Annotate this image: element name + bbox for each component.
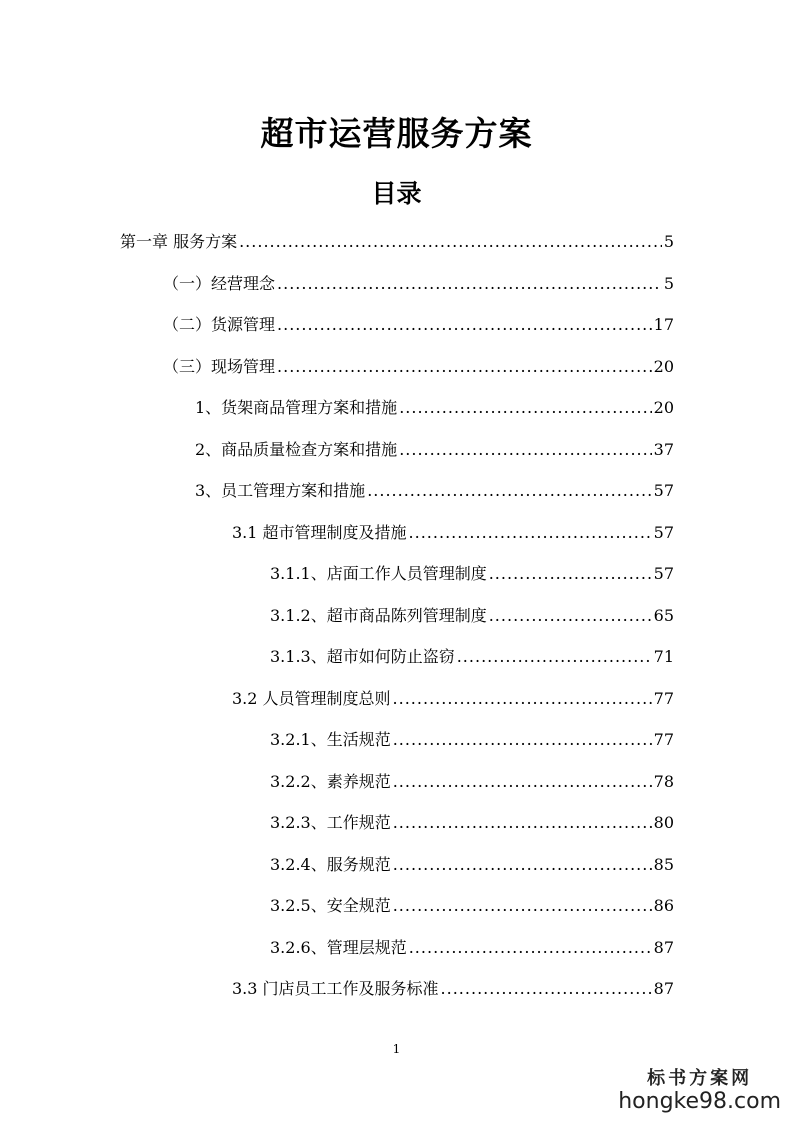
toc-entry-label: 3.2.1、生活规范 (270, 730, 391, 749)
toc-entry-page: 86 (653, 896, 674, 915)
toc-entry[interactable] (163, 353, 674, 381)
toc-entry[interactable] (195, 394, 674, 422)
toc-entry-page: 5 (663, 273, 674, 293)
toc-leader-dots (489, 560, 652, 588)
toc-leader-dots (239, 228, 662, 256)
toc-entry[interactable] (232, 519, 674, 547)
toc-entry-page: 85 (653, 854, 674, 874)
toc-leader-dots (441, 975, 652, 1003)
toc-entry-label: 3.2.3、工作规范 (270, 813, 391, 832)
toc-leader-dots (409, 934, 652, 962)
toc-leader-dots (489, 602, 652, 630)
toc-leader-dots (393, 851, 652, 879)
toc-entry-page: 87 (653, 979, 674, 998)
toc-entry[interactable] (163, 270, 674, 298)
toc-entry[interactable] (270, 560, 674, 588)
toc-entry[interactable] (270, 851, 674, 879)
toc-leader-dots (393, 726, 652, 754)
toc-heading: 目录 (371, 179, 422, 208)
toc-entry-page: 77 (653, 730, 674, 749)
toc-entry[interactable] (195, 436, 674, 464)
toc-entry[interactable] (270, 934, 674, 962)
toc-entry-label: （三）现场管理 (163, 356, 276, 376)
toc-entry-label: 3.2.4、服务规范 (270, 854, 391, 874)
toc-entry-label: （二）货源管理 (163, 315, 276, 334)
toc-leader-dots (393, 892, 652, 920)
toc-entry[interactable] (120, 228, 674, 256)
toc-entry[interactable] (270, 768, 674, 796)
toc-entry-page: 37 (653, 439, 674, 459)
toc-entry[interactable] (163, 311, 674, 339)
toc-entry[interactable] (270, 643, 674, 671)
watermark-site-name: 标书方案网 (647, 1068, 753, 1089)
toc-entry-page: 17 (653, 315, 674, 334)
toc-entry[interactable] (270, 892, 674, 920)
toc-entry[interactable] (270, 809, 674, 837)
toc-entry-label: 3.2.5、安全规范 (270, 896, 391, 915)
toc-leader-dots (367, 477, 651, 505)
toc-leader-dots (393, 685, 652, 713)
toc-entry[interactable] (232, 685, 674, 713)
toc-entry-page: 71 (653, 647, 674, 666)
toc-leader-dots (277, 311, 652, 339)
toc-entry-page: 5 (663, 232, 674, 251)
toc-entry-label: 3、员工管理方案和措施 (195, 481, 366, 500)
document-title: 超市运营服务方案 (260, 114, 533, 153)
page-number: 1 (392, 1042, 401, 1056)
toc-entry[interactable] (195, 477, 674, 505)
toc-entry-label: 2、商品质量检查方案和措施 (195, 439, 398, 459)
toc-entry[interactable] (232, 975, 674, 1003)
toc-leader-dots (393, 809, 652, 837)
toc-leader-dots (277, 353, 652, 381)
toc-entry-label: 3.2.6、管理层规范 (270, 937, 407, 957)
toc-entry-label: 3.1.2、超市商品陈列管理制度 (270, 605, 487, 625)
toc-entry[interactable] (270, 602, 674, 630)
toc-leader-dots (277, 270, 662, 298)
toc-entry-label: 3.3 门店员工工作及服务标准 (232, 979, 439, 998)
toc-entry[interactable] (270, 726, 674, 754)
toc-entry-label: 第一章 服务方案 (120, 232, 238, 251)
toc-leader-dots (457, 643, 652, 671)
toc-leader-dots (399, 436, 651, 464)
toc-entry-page: 77 (653, 688, 674, 708)
toc-entry-label: 3.1 超市管理制度及措施 (232, 522, 407, 542)
toc-entry-label: 3.1.3、超市如何防止盗窃 (270, 647, 455, 666)
toc-entry-page: 57 (653, 564, 674, 583)
toc-leader-dots (409, 519, 652, 547)
toc-entry-label: 3.1.1、店面工作人员管理制度 (270, 564, 487, 583)
toc-leader-dots (399, 394, 651, 422)
watermark-url: hongke98.com (618, 1089, 781, 1114)
toc-entry-page: 78 (653, 771, 674, 791)
toc-entry-page: 65 (653, 605, 674, 625)
toc-entry-label: 3.2 人员管理制度总则 (232, 688, 391, 708)
toc-leader-dots (393, 768, 652, 796)
toc-entry-page: 87 (653, 937, 674, 957)
toc-entry-page: 57 (653, 481, 674, 500)
toc-entry-page: 20 (653, 356, 674, 376)
toc-entry-page: 20 (653, 398, 674, 417)
toc-entry-page: 80 (653, 813, 674, 832)
toc-entry-label: （一）经营理念 (163, 273, 276, 293)
toc-entry-label: 1、货架商品管理方案和措施 (195, 398, 398, 417)
toc-entry-label: 3.2.2、素养规范 (270, 771, 391, 791)
site-watermark (618, 1068, 781, 1114)
toc-entry-page: 57 (653, 522, 674, 542)
